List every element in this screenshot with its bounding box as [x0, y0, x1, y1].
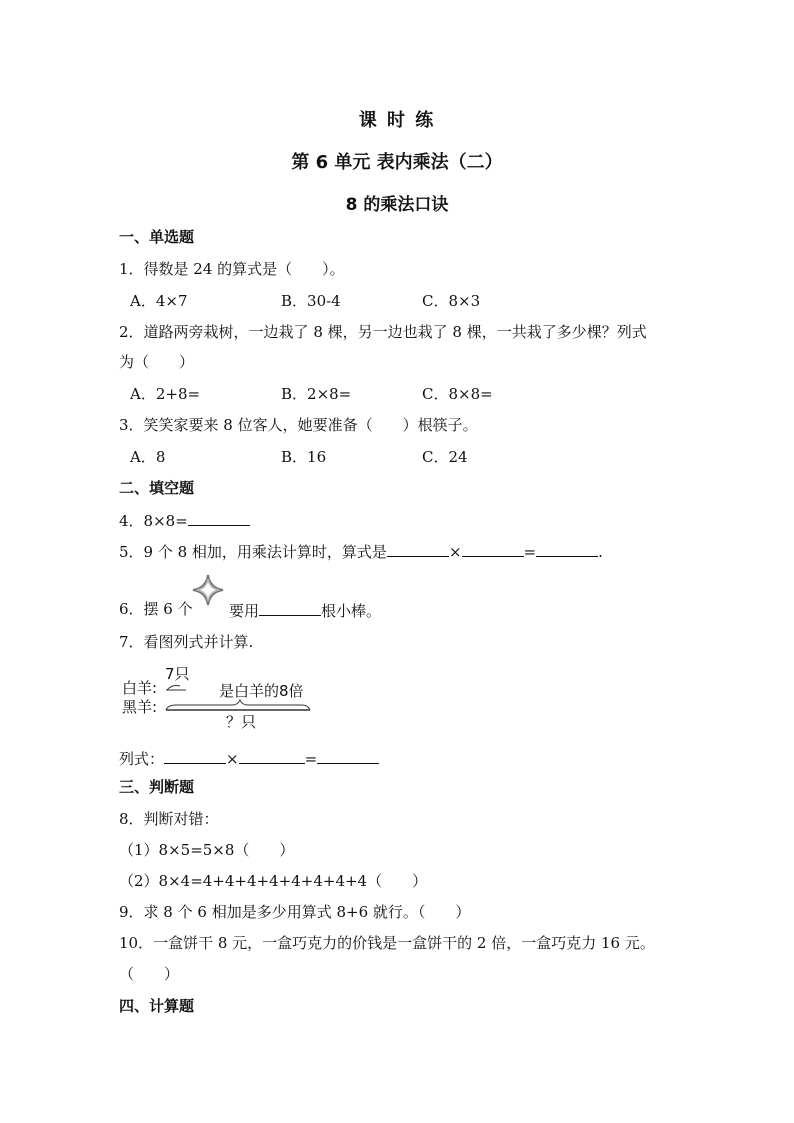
- question-5: [119, 540, 603, 562]
- unit-title: 第 6 单元 表内乘法（二）: [291, 152, 503, 173]
- q6-end-text: 根小棒。: [321, 602, 382, 620]
- q4-text: 4．8×8=: [119, 512, 188, 530]
- q1-option-b[interactable]: B．30-4: [281, 292, 341, 310]
- q5-text: 5．9 个 8 相加，用乘法计算时，算式是: [119, 543, 387, 561]
- white-count-label: 7只: [165, 665, 190, 683]
- q5-times-sign: ×: [448, 543, 462, 561]
- q2-option-a[interactable]: A．2+8=: [130, 385, 201, 403]
- q7-blank-3[interactable]: [317, 747, 379, 764]
- question-1: 1．得数是 24 的算式是（ ）。: [119, 260, 345, 278]
- q3-option-a[interactable]: A．8: [130, 448, 166, 466]
- question-8: 8．判断对错：: [119, 810, 219, 828]
- section-calculation: 四、计算题: [119, 997, 195, 1015]
- question-8-part-1[interactable]: （1）8×5=5×8（ ）: [119, 841, 295, 859]
- q5-period: .: [598, 543, 603, 561]
- white-sheep-label: 白羊:: [122, 679, 158, 697]
- q1-option-a[interactable]: A．4×7: [130, 292, 188, 310]
- q6-answer-blank[interactable]: [259, 599, 321, 616]
- q7-times-sign: ×: [226, 750, 239, 768]
- section-fill-blank: 二、填空题: [119, 479, 195, 497]
- q2-option-c[interactable]: C．8×8=: [422, 385, 493, 403]
- question-4: [119, 509, 250, 531]
- question-7: 7．看图列式并计算.: [119, 633, 254, 651]
- q3-option-b[interactable]: B．16: [281, 448, 327, 466]
- q1-option-c[interactable]: C．8×3: [422, 292, 481, 310]
- question-3: 3．笑笑家要来 8 位客人，她要准备（ ）根筷子。: [119, 416, 478, 434]
- question-6-pre: 6．摆 6 个: [119, 600, 193, 618]
- q6-mid-text: 要用: [229, 602, 260, 620]
- relation-label: 是白羊的8倍: [219, 682, 304, 700]
- stick-diamond-figure: [190, 572, 226, 608]
- q7-formula-label: 列式：: [119, 750, 165, 768]
- q4-answer-blank[interactable]: [188, 509, 250, 526]
- q7-blank-2[interactable]: [239, 747, 305, 764]
- q5-blank-2[interactable]: [462, 540, 524, 557]
- section-true-false: 三、判断题: [119, 778, 195, 796]
- question-2-line-2: 为（ ）: [119, 353, 195, 371]
- question-10-line-1: 10．一盒饼干 8 元，一盒巧克力的价钱是一盒饼干的 2 倍，一盒巧克力 16 元。: [119, 934, 655, 952]
- worksheet-title: 课 时 练: [358, 110, 436, 131]
- question-9[interactable]: 9．求 8 个 6 相加是多少用算式 8+6 就行。（ ）: [119, 903, 471, 921]
- q7-blank-1[interactable]: [164, 747, 226, 764]
- question-6-post: [229, 599, 381, 621]
- q7-equals-sign: =: [304, 750, 318, 768]
- q5-blank-1[interactable]: [387, 540, 449, 557]
- q3-option-c[interactable]: C．24: [422, 448, 468, 466]
- section-single-choice: 一、单选题: [119, 228, 195, 246]
- q7-formula-line: [119, 747, 379, 769]
- question-2-line-1: 2．道路两旁栽树，一边栽了 8 棵，另一边也栽了 8 棵，一共栽了多少棵？列式: [119, 323, 647, 341]
- question-10-line-2[interactable]: （ ）: [119, 965, 180, 983]
- bar-diagram: [160, 670, 316, 718]
- q5-equals-sign: =: [523, 543, 537, 561]
- lesson-title: 8 的乘法口诀: [345, 195, 449, 215]
- q2-option-b[interactable]: B．2×8=: [281, 385, 352, 403]
- question-8-part-2[interactable]: （2）8×4=4+4+4+4+4+4+4+4（ ）: [119, 872, 428, 890]
- unknown-count-label: ？只: [226, 713, 257, 731]
- q5-blank-3[interactable]: [536, 540, 598, 557]
- black-sheep-label: 黑羊:: [122, 698, 158, 716]
